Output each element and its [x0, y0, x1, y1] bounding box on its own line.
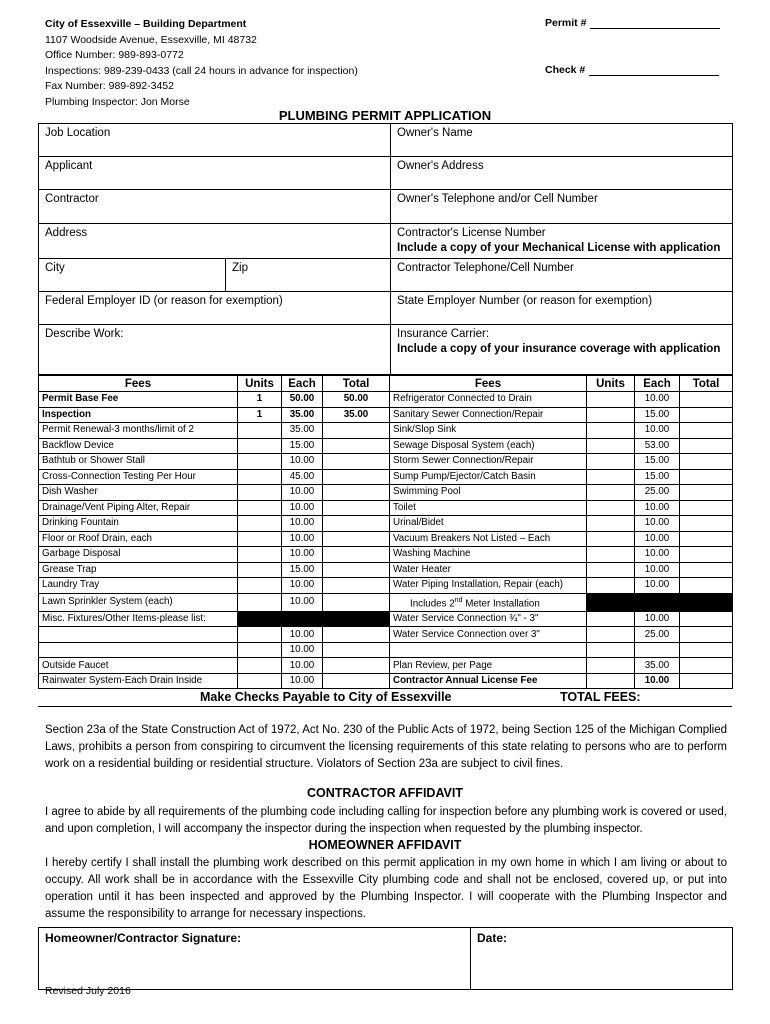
office-number: Office Number: 989-893-0772 — [45, 49, 184, 61]
fee-item-each: 10.00 — [282, 454, 323, 470]
fee-row — [39, 407, 733, 423]
fee-item-label: Backflow Device — [39, 438, 238, 454]
signature-table — [38, 927, 733, 990]
fee-item-each: 10.00 — [282, 485, 323, 501]
fee-row — [39, 392, 733, 408]
date-label: Date: — [477, 931, 508, 945]
fee-item-units[interactable] — [587, 658, 635, 674]
fee-item-label: Permit Base Fee — [39, 392, 238, 408]
fee-item-each: 10.00 — [635, 673, 680, 689]
fee-item-units[interactable] — [238, 578, 282, 594]
fee-item-total[interactable] — [680, 407, 733, 423]
section-23a-text: Section 23a of the State Construction Act of 1972, Act No. 230 of the Public Acts of 1972, being Section 125 of the Michigan Complied Laws, prohibits a person from conspiring to circumvent the licensing requirements of this state relating to persons who are to perform work on a residential building or residential structure. Violators of Section 23a are subject to civil fines. — [45, 724, 727, 770]
fees-header-left: Fees — [39, 376, 238, 392]
fee-item-label: Toilet — [390, 500, 587, 516]
fee-item-each: 10.00 — [635, 392, 680, 408]
fee-item-label: Drainage/Vent Piping Alter, Repair — [39, 500, 238, 516]
fee-item-label — [390, 642, 587, 658]
fee-item-units[interactable] — [238, 658, 282, 674]
fee-item-total[interactable] — [680, 593, 733, 611]
fee-item-units[interactable] — [587, 673, 635, 689]
revised-date: Revised July 2016 — [45, 985, 131, 997]
fee-item-units[interactable] — [238, 531, 282, 547]
fee-item-units[interactable] — [238, 547, 282, 563]
fee-item-label: Permit Renewal-3 months/limit of 2 — [39, 423, 238, 439]
each-header-left: Each — [282, 376, 323, 392]
total-header-right: Total — [680, 376, 733, 392]
contractor-phone-field[interactable]: Contractor Telephone/Cell Number — [391, 259, 733, 292]
fee-item-each: 10.00 — [282, 593, 323, 611]
fee-row — [39, 454, 733, 470]
fee-item-label: Plan Review, per Page — [390, 658, 587, 674]
fee-item-each: 25.00 — [635, 627, 680, 643]
fee-item-each: 10.00 — [282, 642, 323, 658]
fee-item-each — [635, 593, 680, 611]
insurance-note: Include a copy of your insurance coverage with application — [397, 343, 721, 355]
fee-item-each: 10.00 — [282, 531, 323, 547]
license-number-field[interactable]: Contractor's License Number Include a copy of your Mechanical License with application — [391, 224, 733, 259]
fee-item-total[interactable] — [680, 611, 733, 627]
fee-item-label: Water Heater — [390, 562, 587, 578]
fee-item-each: 25.00 — [635, 485, 680, 501]
fee-item-label: Rainwater System-Each Drain Inside — [39, 673, 238, 689]
fee-row — [39, 642, 733, 658]
permit-label: Permit # — [545, 17, 587, 29]
fee-item-label: Includes 2nd Meter Installation — [390, 593, 587, 611]
fee-item-total[interactable] — [680, 673, 733, 689]
fee-item-label: Sanitary Sewer Connection/Repair — [390, 407, 587, 423]
fee-item-label: Swimming Pool — [390, 485, 587, 501]
form-title: PLUMBING PERMIT APPLICATION — [278, 108, 492, 123]
fee-item-units[interactable] — [238, 611, 282, 627]
fee-item-each: 45.00 — [282, 469, 323, 485]
fee-item-total[interactable] — [680, 547, 733, 563]
fee-item-units[interactable] — [587, 578, 635, 594]
fee-item-label: Misc. Fixtures/Other Items-please list: — [39, 611, 238, 627]
fee-item-total[interactable] — [680, 438, 733, 454]
fee-item-label: Grease Trap — [39, 562, 238, 578]
federal-id-field[interactable]: Federal Employer ID (or reason for exemption) — [39, 292, 391, 325]
fee-item-label: Cross-Connection Testing Per Hour — [39, 469, 238, 485]
fee-item-units[interactable] — [238, 516, 282, 532]
fee-item-total[interactable] — [680, 578, 733, 594]
fee-item-each: 50.00 — [282, 392, 323, 408]
zip-field[interactable]: Zip — [226, 259, 391, 292]
fee-item-units[interactable] — [587, 627, 635, 643]
fee-item-label: Inspection — [39, 407, 238, 423]
fee-item-total[interactable] — [323, 658, 390, 674]
fee-item-each: 10.00 — [635, 611, 680, 627]
fee-item-each — [282, 611, 323, 627]
fee-row — [39, 485, 733, 501]
inspections-number: Inspections: 989-239-0433 (call 24 hours in advance for inspection) — [45, 64, 358, 77]
fee-item-label: Water Service Connection over 3" — [390, 627, 587, 643]
signature-field[interactable] — [39, 928, 471, 990]
fee-item-total[interactable] — [323, 627, 390, 643]
fee-item-each: 10.00 — [282, 547, 323, 563]
fee-row — [39, 593, 733, 611]
check-label: Check # — [545, 64, 586, 76]
divider — [38, 706, 732, 707]
permit-number-field[interactable] — [545, 17, 720, 29]
fee-item-label: Vacuum Breakers Not Listed – Each — [390, 531, 587, 547]
check-line[interactable] — [589, 64, 719, 76]
fee-item-units[interactable] — [587, 392, 635, 408]
fee-row — [39, 531, 733, 547]
fee-item-units[interactable] — [238, 562, 282, 578]
fee-item-units[interactable] — [238, 454, 282, 470]
header-block — [45, 17, 358, 110]
fee-item-total[interactable] — [323, 516, 390, 532]
fee-item-units[interactable]: 1 — [238, 407, 282, 423]
fee-item-units[interactable] — [587, 500, 635, 516]
fee-item-units[interactable] — [587, 611, 635, 627]
license-note: Include a copy of your Mechanical License with application — [397, 242, 721, 254]
fee-item-label — [39, 627, 238, 643]
fee-item-total[interactable] — [680, 392, 733, 408]
fee-row — [39, 500, 733, 516]
fee-item-units[interactable] — [587, 423, 635, 439]
insurance-carrier-field[interactable]: Insurance Carrier: Include a copy of your insurance coverage with application — [391, 325, 733, 375]
fee-item-total[interactable]: 50.00 — [323, 392, 390, 408]
fee-item-label: Lawn Sprinkler System (each) — [39, 593, 238, 611]
fee-item-each: 10.00 — [635, 423, 680, 439]
fee-item-total[interactable] — [323, 673, 390, 689]
homeowner-affidavit-title: HOMEOWNER AFFIDAVIT — [308, 838, 462, 852]
fee-item-label — [39, 642, 238, 658]
fee-item-units[interactable] — [238, 593, 282, 611]
fee-item-total[interactable] — [323, 611, 390, 627]
fee-item-label: Sewage Disposal System (each) — [390, 438, 587, 454]
fee-row — [39, 658, 733, 674]
fee-item-label: Bathtub or Shower Stall — [39, 454, 238, 470]
fee-item-each: 35.00 — [282, 407, 323, 423]
job-location-field[interactable]: Job Location — [39, 124, 391, 157]
fee-item-total[interactable] — [323, 593, 390, 611]
fee-item-total[interactable] — [323, 642, 390, 658]
fee-item-each: 10.00 — [282, 578, 323, 594]
homeowner-affidavit-text: I hereby certify I shall install the plumbing work described on this permit application in my own home in which I am living or about to occupy. All work shall be in accordance with the Essexville City plumbing code and shall not be enclosed, covered up, or put into operation until it has been inspected and approved by the Plumbing Inspector. I will cooperate with the Plumbing Inspector and assume the responsibility to arrange for necessary inspections. — [45, 857, 727, 920]
signature-label: Homeowner/Contractor Signature: — [45, 931, 242, 945]
fee-item-label: Floor or Roof Drain, each — [39, 531, 238, 547]
fee-item-label: Sink/Slop Sink — [390, 423, 587, 439]
fee-item-each: 35.00 — [282, 423, 323, 439]
fee-item-total[interactable] — [680, 485, 733, 501]
fee-item-each — [635, 642, 680, 658]
fee-item-total[interactable] — [680, 423, 733, 439]
units-header-left: Units — [238, 376, 282, 392]
fee-item-each: 10.00 — [635, 578, 680, 594]
fee-item-each: 15.00 — [635, 407, 680, 423]
date-field[interactable] — [471, 928, 733, 990]
fee-item-each: 10.00 — [635, 500, 680, 516]
fee-item-total[interactable] — [323, 423, 390, 439]
fee-item-each: 10.00 — [635, 531, 680, 547]
fee-item-label: Sump Pump/Ejector/Catch Basin — [390, 469, 587, 485]
units-header-right: Units — [587, 376, 635, 392]
fee-item-units[interactable] — [587, 562, 635, 578]
fee-item-total[interactable]: 35.00 — [323, 407, 390, 423]
make-checks-note: Make Checks Payable to City of Essexville — [200, 690, 452, 704]
fee-item-label: Outside Faucet — [39, 658, 238, 674]
fee-item-each: 10.00 — [282, 658, 323, 674]
fee-item-units[interactable]: 1 — [238, 392, 282, 408]
fee-item-total[interactable] — [680, 531, 733, 547]
fee-item-label: Garbage Disposal — [39, 547, 238, 563]
fax-number: Fax Number: 989-892-3452 — [45, 80, 174, 92]
fee-item-units[interactable] — [587, 516, 635, 532]
fee-item-units[interactable] — [238, 627, 282, 643]
owners-name-field[interactable]: Owner's Name — [391, 124, 733, 157]
applicant-field[interactable]: Applicant — [39, 157, 391, 190]
fee-row — [39, 547, 733, 563]
fee-item-total[interactable] — [323, 562, 390, 578]
fee-item-each: 53.00 — [635, 438, 680, 454]
fee-item-label: Laundry Tray — [39, 578, 238, 594]
fee-row — [39, 627, 733, 643]
fee-item-total[interactable] — [680, 642, 733, 658]
fee-item-units[interactable] — [238, 485, 282, 501]
contractor-field[interactable]: Contractor — [39, 190, 391, 224]
fee-item-each: 10.00 — [635, 516, 680, 532]
fee-item-units[interactable] — [587, 531, 635, 547]
fee-row — [39, 578, 733, 594]
permit-line[interactable] — [590, 17, 720, 29]
fee-item-total[interactable] — [323, 547, 390, 563]
fee-item-each: 15.00 — [635, 454, 680, 470]
fee-item-units[interactable] — [238, 642, 282, 658]
fee-row — [39, 423, 733, 439]
fee-item-units[interactable] — [587, 547, 635, 563]
fee-item-each: 10.00 — [282, 516, 323, 532]
fee-item-label: Storm Sewer Connection/Repair — [390, 454, 587, 470]
each-header-right: Each — [635, 376, 680, 392]
fee-item-total[interactable] — [680, 562, 733, 578]
fee-item-total[interactable] — [680, 658, 733, 674]
fee-item-label: Refrigerator Connected to Drain — [390, 392, 587, 408]
department-address: 1107 Woodside Avenue, Essexville, MI 48732 — [45, 33, 257, 46]
fee-item-units[interactable] — [587, 593, 635, 611]
fee-item-each: 10.00 — [635, 547, 680, 563]
fee-item-each: 15.00 — [282, 438, 323, 454]
fee-item-units[interactable] — [238, 500, 282, 516]
address-field[interactable]: Address — [39, 224, 391, 259]
fee-item-each: 15.00 — [635, 469, 680, 485]
fee-item-units[interactable] — [238, 438, 282, 454]
fee-item-label: Washing Machine — [390, 547, 587, 563]
department-name: City of Essexville – Building Department — [45, 18, 247, 30]
fee-item-total[interactable] — [323, 485, 390, 501]
fee-item-total[interactable] — [323, 438, 390, 454]
fee-item-units[interactable] — [587, 485, 635, 501]
describe-work-field[interactable]: Describe Work: — [39, 325, 391, 375]
fee-item-units[interactable] — [587, 642, 635, 658]
fee-item-label: Drinking Fountain — [39, 516, 238, 532]
fee-item-each: 15.00 — [282, 562, 323, 578]
contractor-affidavit-title: CONTRACTOR AFFIDAVIT — [306, 786, 463, 800]
fee-item-total[interactable] — [680, 500, 733, 516]
fees-table — [38, 375, 733, 689]
fee-row — [39, 562, 733, 578]
fee-item-each: 35.00 — [635, 658, 680, 674]
total-fees-label: TOTAL FEES: — [560, 690, 641, 704]
check-number-field[interactable] — [545, 64, 719, 76]
fee-item-label: Water Service Connection ¾" - 3" — [390, 611, 587, 627]
fee-item-units[interactable] — [587, 438, 635, 454]
fee-item-total[interactable] — [323, 454, 390, 470]
city-field[interactable]: City — [39, 259, 226, 292]
fee-item-total[interactable] — [680, 627, 733, 643]
fee-row — [39, 469, 733, 485]
fee-item-total[interactable] — [680, 516, 733, 532]
fee-item-units[interactable] — [238, 469, 282, 485]
state-id-field[interactable]: State Employer Number (or reason for exemption) — [391, 292, 733, 325]
fee-item-total[interactable] — [680, 454, 733, 470]
fee-item-label: Contractor Annual License Fee — [390, 673, 587, 689]
fees-header-right: Fees — [390, 376, 587, 392]
fee-item-total[interactable] — [323, 578, 390, 594]
fee-item-units[interactable] — [587, 469, 635, 485]
fee-item-units[interactable] — [238, 673, 282, 689]
fee-item-total[interactable] — [323, 500, 390, 516]
fee-item-total[interactable] — [323, 469, 390, 485]
total-header-left: Total — [323, 376, 390, 392]
fee-item-label: Water Piping Installation, Repair (each) — [390, 578, 587, 594]
fee-item-each: 10.00 — [635, 562, 680, 578]
fee-row — [39, 611, 733, 627]
contractor-affidavit-text: I agree to abide by all requirements of the plumbing code including calling for inspection before any plumbing work is covered or used, and upon completion, I will accompany the inspector during the inspection when requested by the plumbing inspector. — [45, 806, 727, 835]
fee-item-units[interactable] — [587, 454, 635, 470]
owners-address-field[interactable]: Owner's Address — [391, 157, 733, 190]
fee-row — [39, 673, 733, 689]
fee-item-each: 10.00 — [282, 627, 323, 643]
owners-phone-field[interactable]: Owner's Telephone and/or Cell Number — [391, 190, 733, 224]
plumbing-inspector: Plumbing Inspector: Jon Morse — [45, 95, 190, 108]
fee-item-total[interactable] — [323, 531, 390, 547]
fee-item-total[interactable] — [680, 469, 733, 485]
fee-item-units[interactable] — [587, 407, 635, 423]
fee-item-label: Urinal/Bidet — [390, 516, 587, 532]
fee-item-label: Dish Washer — [39, 485, 238, 501]
applicant-info-table — [38, 123, 733, 375]
fee-row — [39, 516, 733, 532]
fee-item-units[interactable] — [238, 423, 282, 439]
fee-item-each: 10.00 — [282, 673, 323, 689]
fee-item-each: 10.00 — [282, 500, 323, 516]
fee-row — [39, 438, 733, 454]
